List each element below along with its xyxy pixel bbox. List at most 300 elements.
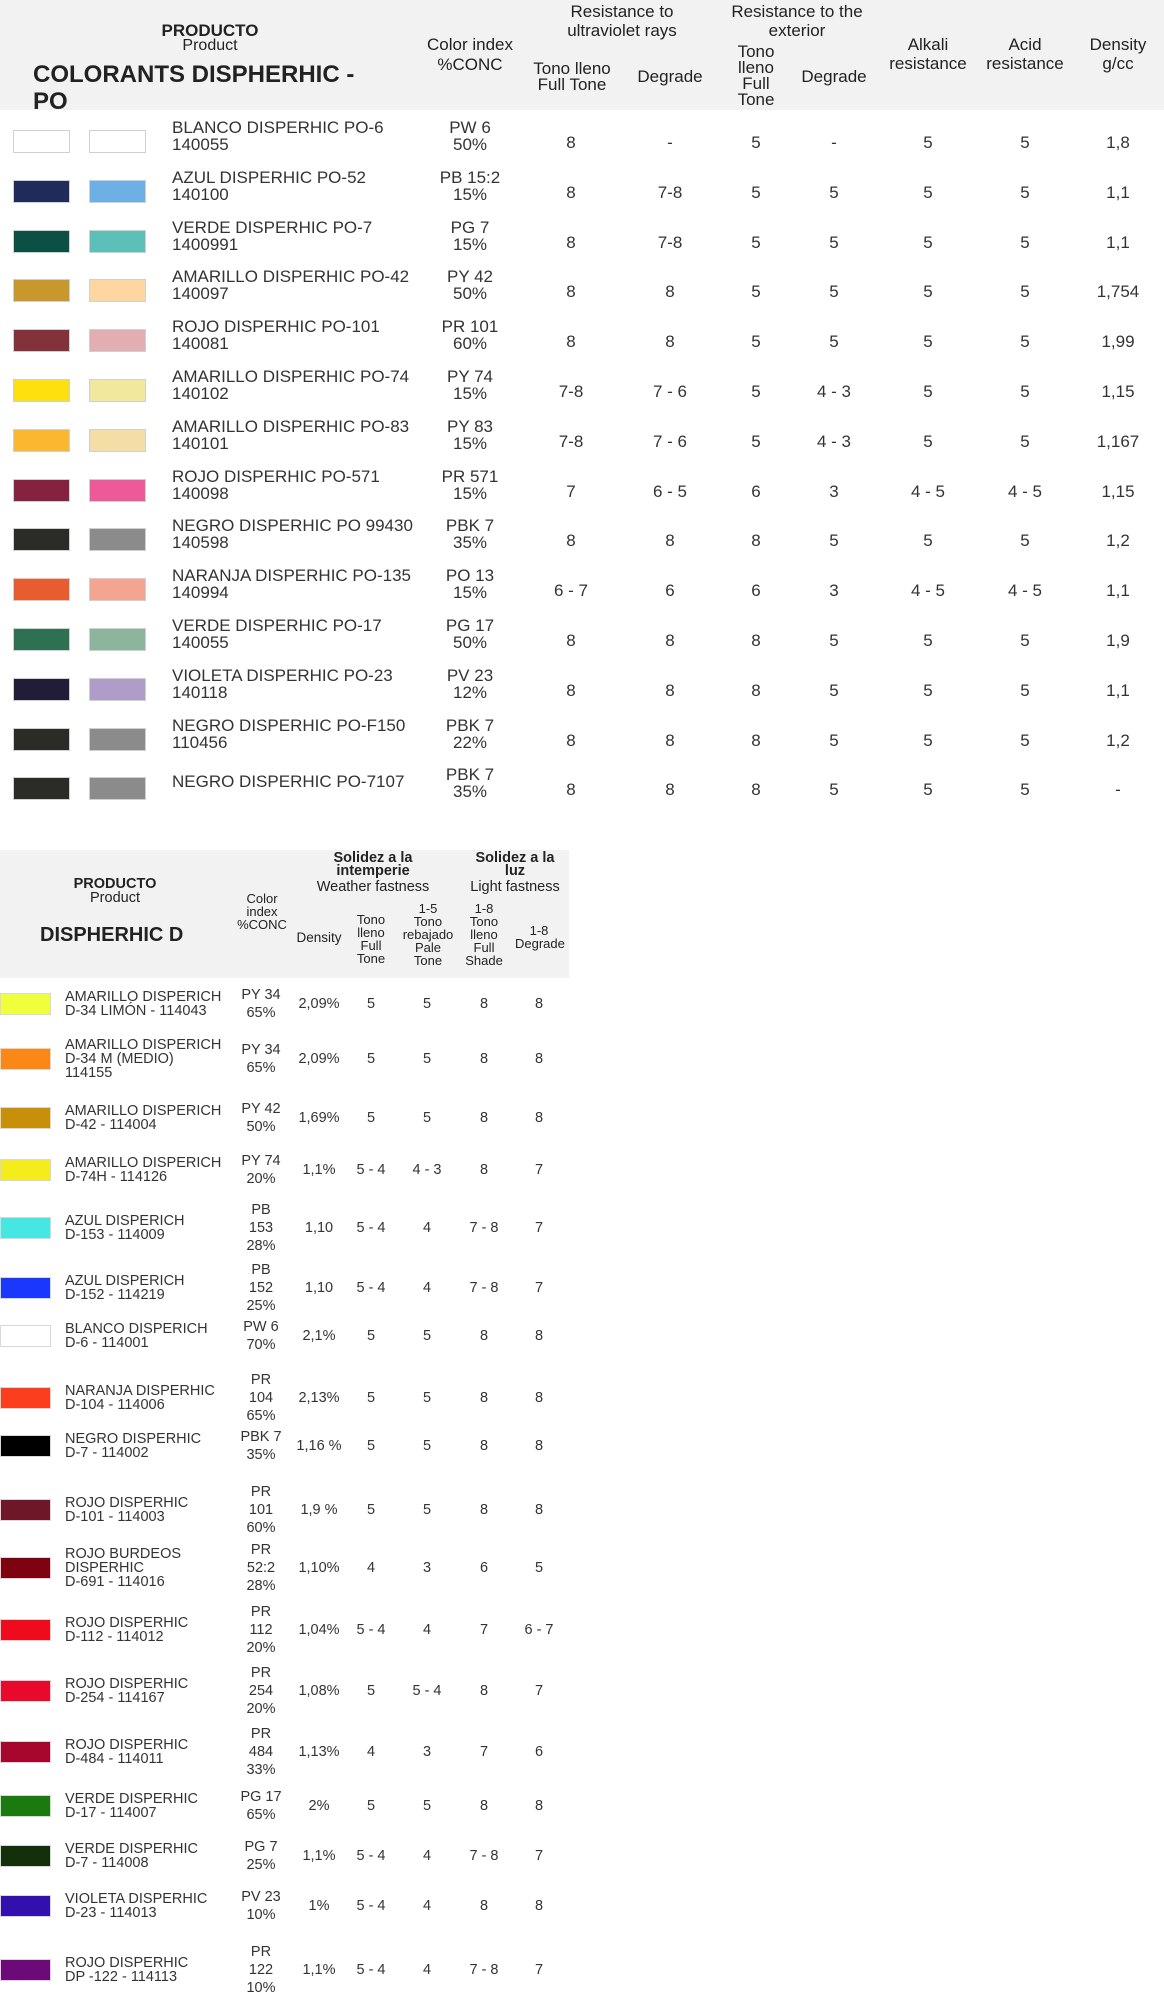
color-index-line: 70% [246, 1337, 276, 1353]
weather-full-tone-value: 5 - 4 [356, 1280, 386, 1296]
index-label: index [246, 904, 278, 919]
product-name-text: NEGRO DISPERHIC PO-7107 [172, 772, 405, 792]
density-label: Density g/cc [1089, 35, 1147, 74]
color-index [234, 1725, 288, 1779]
light-full-shade-value: 8 [479, 1502, 489, 1518]
color-index [234, 1664, 288, 1718]
full-tone-swatch [13, 678, 70, 701]
ext-degrade-value: - [831, 133, 837, 152]
color-index-line: PR [250, 1372, 272, 1388]
product-name-text: AMARILLO DISPERHIC PO-74 [172, 366, 410, 386]
light-degrade-value: 8 [534, 1898, 544, 1914]
density-value: 1,9 [1106, 630, 1130, 650]
acid-value: 4 - 5 [1007, 481, 1043, 501]
uv-degrade-value: 6 - 5 [652, 481, 688, 501]
table-row [0, 164, 1164, 214]
ext-group-label: Resistance to the exterior [731, 2, 863, 41]
weather-pale-tone-value: 4 [422, 1962, 432, 1978]
light-full-shade-value: 8 [479, 1162, 489, 1178]
color-index-line: 25% [246, 1298, 276, 1314]
color-index [234, 1603, 288, 1657]
product-code: 140055 [172, 135, 229, 154]
color-index-line: PG 17 [240, 1789, 282, 1805]
density-value: 2,09% [298, 1051, 340, 1067]
weather-pale-tone-value: 5 [422, 1328, 432, 1344]
product-name-line: NARANJA DISPERHIC [65, 1383, 215, 1399]
product-name [172, 567, 411, 601]
product-name-line: AZUL DISPERICH [65, 1273, 185, 1289]
product-name [65, 990, 235, 1018]
color-index-conc: 35% [452, 533, 488, 553]
color-swatch [0, 1325, 51, 1347]
density-value: 1,1% [302, 1162, 336, 1178]
product-name [65, 1322, 235, 1350]
product-name-line: D-7 - 114002 [65, 1445, 149, 1461]
weather-pale-es-label: Tono rebajado [402, 914, 454, 942]
color-index [234, 1428, 288, 1464]
weather-full-tone-value: 5 - 4 [356, 1962, 386, 1978]
table-row [0, 1152, 570, 1188]
product-name [172, 667, 393, 701]
product-code: 140101 [172, 433, 229, 453]
full-tone-swatch [13, 479, 70, 502]
color-swatch [0, 1107, 51, 1129]
table-row [0, 1943, 570, 1997]
weather-es-label: Solidez a la intemperie [333, 850, 413, 879]
color-index-code: PW 6 [449, 118, 491, 137]
uv-degrade-value: 7-8 [657, 182, 683, 202]
color-index-code: PY 83 [446, 416, 493, 436]
tint-swatch [89, 777, 146, 800]
color-index [234, 986, 288, 1022]
uv-degrade-value: 7 - 6 [652, 381, 688, 401]
uv-full-tone-value: 7-8 [558, 381, 584, 401]
product-code: 140100 [172, 184, 229, 204]
table-row [0, 662, 1164, 712]
acid-value: 5 [1020, 780, 1030, 800]
color-swatch [0, 1435, 51, 1457]
color-index-line: 52:2 [246, 1560, 276, 1576]
weather-full-tone-value: 4 [366, 1744, 376, 1760]
color-index-line: PW 6 [243, 1319, 279, 1335]
acid-value: 5 [1020, 680, 1030, 700]
ext-degrade-value: 5 [829, 182, 839, 202]
color-index-line: PR [250, 1604, 272, 1620]
product-name [65, 1214, 235, 1242]
density-value: 1,16 % [296, 1438, 342, 1454]
weather-full-tone-value: 5 - 4 [356, 1848, 386, 1864]
light-full-shade-value: 8 [479, 1390, 489, 1406]
table-row [0, 1483, 570, 1537]
table-row [0, 413, 1164, 463]
color-index [234, 1541, 288, 1595]
ext-degrade-value: 5 [829, 232, 839, 252]
uv-full-tone-value: 8 [566, 133, 576, 152]
color-index-line: PY 34 [241, 987, 281, 1003]
weather-full-es-label: Tono lleno [356, 912, 386, 940]
conc-label: %CONC [437, 55, 503, 74]
ext-degrade-label: Degrade [801, 67, 867, 86]
weather-pale-tone-value: 5 [422, 1502, 432, 1518]
light-degrade-value: 7 [534, 1280, 544, 1296]
product-name [172, 119, 384, 153]
table-row [0, 1371, 570, 1425]
light-degrade-value: 8 [534, 1390, 544, 1406]
weather-full-tone-value: 5 [366, 1328, 376, 1344]
product-name-text: BLANCO DISPERHIC PO-6 [172, 118, 384, 137]
color-index [428, 766, 512, 800]
product-name-text: NEGRO DISPERHIC PO 99430 [172, 516, 413, 536]
product-name-line: D-34 M (MEDIO) [65, 1051, 174, 1067]
density-value: 2,13% [298, 1390, 340, 1406]
product-name-line: 114155 [65, 1065, 113, 1081]
color-index-line: PB [251, 1262, 271, 1278]
light-full-shade-value: 8 [479, 1328, 489, 1344]
density-value: 1,9 % [300, 1502, 338, 1518]
product-name-line: ROJO DISPERHIC [65, 1495, 189, 1511]
color-swatch [0, 1159, 51, 1181]
color-swatch [0, 1619, 51, 1641]
uv-degrade-value: 8 [665, 680, 675, 700]
weather-pale-tone-value: 5 - 4 [412, 1683, 442, 1699]
density-value: 1,167 [1096, 431, 1140, 451]
color-index-line: 60% [246, 1520, 276, 1536]
product-name-line: AMARILLO DISPERICH [65, 989, 222, 1005]
ext-full-tone-value: 5 [751, 232, 761, 252]
product-name-line: D-112 - 114012 [65, 1629, 164, 1645]
color-swatch [0, 1048, 51, 1070]
uv-tono-lleno-label: Tono lleno [533, 59, 611, 78]
product-name-line: NEGRO DISPERHIC [65, 1431, 202, 1447]
acid-value: 5 [1020, 282, 1030, 302]
acid-label: Acid resistance [986, 35, 1064, 74]
density-value: 1% [308, 1898, 330, 1914]
producto-label: PRODUCTO [73, 876, 157, 892]
light-degrade-value: 7 [534, 1848, 544, 1864]
product-name-line: ROJO DISPERHIC [65, 1676, 189, 1692]
product-name-line: DISPERHIC [65, 1560, 144, 1576]
product-name-line: D-74H - 114126 [65, 1169, 168, 1185]
table-row [0, 1838, 570, 1874]
table-row [0, 1788, 570, 1824]
product-name [65, 1432, 235, 1460]
color-index [428, 567, 512, 601]
uv-degrade-value: 8 [665, 730, 675, 750]
tint-swatch [89, 578, 146, 601]
color-index-line: 28% [246, 1238, 276, 1254]
light-degrade-value: 7 [534, 1220, 544, 1236]
light-full-shade-value: 7 - 8 [469, 1280, 499, 1296]
light-en-label: Light fastness [470, 879, 560, 895]
ext-degrade-value: 5 [829, 531, 839, 551]
color-index [234, 1888, 288, 1924]
light-degrade-value: 8 [534, 1798, 544, 1814]
light-full-shade-value: 8 [479, 1898, 489, 1914]
weather-full-tone-value: 5 [366, 1798, 376, 1814]
color-swatch [0, 1217, 51, 1239]
light-full-shade-value: 8 [479, 1683, 489, 1699]
table-row [0, 1664, 570, 1718]
density-value: 1,1% [302, 1962, 336, 1978]
alkali-value: 5 [923, 232, 933, 252]
weather-full-tone-value: 5 - 4 [356, 1622, 386, 1638]
table-row [0, 463, 1164, 513]
product-name [172, 418, 409, 452]
product-name-line: AZUL DISPERICH [65, 1213, 185, 1229]
density-value: 1,10 [304, 1280, 334, 1296]
light-full-en-label: Full Shade [465, 940, 503, 968]
product-name-line: ROJO BURDEOS [65, 1546, 182, 1562]
color-swatch [0, 993, 51, 1015]
color-index [428, 119, 512, 153]
table-row [0, 363, 1164, 413]
uv-degrade-value: 8 [665, 332, 675, 352]
tint-swatch [89, 279, 146, 302]
product-name [65, 1038, 235, 1080]
color-index-line: PV 23 [241, 1889, 281, 1905]
tint-swatch [89, 130, 146, 153]
light-full-shade-value: 7 - 8 [469, 1962, 499, 1978]
color-index-code: PG 7 [450, 217, 490, 237]
density-value: 1,13% [298, 1744, 340, 1760]
color-index-conc: 22% [452, 732, 488, 752]
density-value: 1,99 [1101, 332, 1135, 352]
light-full-shade-value: 7 - 8 [469, 1220, 499, 1236]
ext-full-tone-value: 8 [751, 531, 761, 551]
product-name-line: D-484 - 114011 [65, 1751, 164, 1767]
density-value: 1,2 [1106, 531, 1130, 551]
color-swatch [0, 1557, 51, 1579]
density-value: 2% [308, 1798, 330, 1814]
color-index-conc: 15% [452, 433, 488, 453]
color-index-code: PB 15:2 [439, 167, 501, 187]
ext-degrade-value: 4 - 3 [816, 381, 852, 401]
table-row [0, 1888, 570, 1924]
uv-full-tone-value: 7 [566, 481, 576, 501]
color-index-line: PB [251, 1202, 271, 1218]
color-index-code: PO 13 [445, 566, 495, 586]
table-row [0, 761, 1164, 811]
color-index-label: Color index [427, 35, 513, 54]
color-index-line: PY 74 [241, 1153, 281, 1169]
full-tone-swatch [13, 130, 70, 153]
acid-value: 4 - 5 [1007, 581, 1043, 601]
product-code: 110456 [172, 732, 228, 752]
alkali-value: 5 [923, 282, 933, 302]
table-row [0, 986, 570, 1022]
tint-swatch [89, 180, 146, 203]
product-name [172, 318, 380, 352]
density-value: 1,754 [1096, 282, 1140, 302]
product-name-text: ROJO DISPERHIC PO-101 [172, 317, 380, 337]
density-value: 1,2 [1106, 730, 1130, 750]
acid-value: 5 [1020, 630, 1030, 650]
uv-full-tone-value: 8 [566, 680, 576, 700]
table-row [0, 1261, 570, 1315]
ext-degrade-value: 3 [829, 581, 839, 601]
product-name-line: D-691 - 114016 [65, 1574, 165, 1590]
color-index [428, 617, 512, 651]
acid-value: 5 [1020, 133, 1030, 152]
color-index-line: 65% [246, 1807, 276, 1823]
light-full-shade-value: 8 [479, 1110, 489, 1126]
product-name-text: NEGRO DISPERHIC PO-F150 [172, 715, 406, 735]
product-label: Product [182, 37, 238, 54]
color-index-line: PR [250, 1542, 272, 1558]
light-degrade-value: 8 [534, 1502, 544, 1518]
color-index-conc: 50% [452, 284, 488, 304]
color-index-line: PY 34 [241, 1042, 281, 1058]
product-code: 140598 [172, 533, 229, 553]
product-name [65, 1616, 235, 1644]
acid-value: 5 [1020, 182, 1030, 202]
color-index [234, 1261, 288, 1315]
color-index-line: 20% [246, 1171, 276, 1187]
product-name-line: ROJO DISPERHIC [65, 1737, 189, 1753]
table-row [0, 313, 1164, 363]
color-swatch [0, 1680, 51, 1702]
uv-full-tone-value: 8 [566, 182, 576, 202]
color-index-line: PR [250, 1484, 272, 1500]
color-index-line: 152 [248, 1280, 274, 1296]
alkali-value: 4 - 5 [910, 581, 946, 601]
color-swatch [0, 1845, 51, 1867]
product-name-line: AMARILLO DISPERICH [65, 1037, 222, 1053]
product-name-text: VERDE DISPERHIC PO-7 [172, 217, 373, 237]
alkali-value: 5 [923, 182, 933, 202]
color-index-line: 28% [246, 1578, 276, 1594]
uv-degrade-value: - [667, 133, 673, 152]
product-name-text: VERDE DISPERHIC PO-17 [172, 615, 382, 635]
density-value: 1,08% [298, 1683, 340, 1699]
full-tone-swatch [13, 528, 70, 551]
alkali-value: 5 [923, 780, 933, 800]
alkali-value: 5 [923, 381, 933, 401]
color-index-line: 10% [246, 1907, 276, 1923]
product-name [172, 517, 413, 551]
full-tone-swatch [13, 429, 70, 452]
product-code: 140097 [172, 284, 229, 304]
table-row [0, 1318, 570, 1354]
product-code: 140118 [172, 682, 228, 702]
ext-full-tone-value: 5 [751, 182, 761, 202]
table-row [0, 612, 1164, 662]
color-index-line: 65% [246, 1005, 276, 1021]
product-name [65, 1496, 235, 1524]
product-name [172, 169, 366, 203]
weather-pale-tone-value: 4 [422, 1898, 432, 1914]
density-value: 2,09% [298, 996, 340, 1012]
alkali-value: 5 [923, 680, 933, 700]
color-index [428, 318, 512, 352]
light-degrade-value: 8 [534, 996, 544, 1012]
acid-value: 5 [1020, 531, 1030, 551]
weather-full-tone-value: 5 [366, 1502, 376, 1518]
density-value: 1,10% [298, 1560, 340, 1576]
uv-degrade-value: 8 [665, 630, 675, 650]
color-index [234, 1201, 288, 1255]
color-index-line: 20% [246, 1640, 276, 1656]
table-row [0, 512, 1164, 562]
tint-swatch [89, 479, 146, 502]
weather-pale-tone-value: 3 [422, 1744, 432, 1760]
table2-header [0, 850, 569, 978]
light-degrade-value: 6 - 7 [524, 1622, 554, 1638]
color-label: Color [246, 891, 278, 906]
product-name [172, 219, 372, 253]
product-name-line: D-101 - 114003 [65, 1509, 165, 1525]
color-swatch [0, 1795, 51, 1817]
uv-full-tone-value: 8 [566, 332, 576, 352]
color-index-line: 50% [246, 1119, 276, 1135]
color-index-line: 35% [246, 1447, 276, 1463]
ext-full-tone-value: 8 [751, 730, 761, 750]
uv-degrade-value: 6 [665, 581, 675, 601]
product-name-text: AMARILLO DISPERHIC PO-83 [172, 416, 410, 436]
product-code: 140098 [172, 483, 229, 503]
light-full-shade-value: 6 [479, 1560, 489, 1576]
light-degrade-value: 7 [534, 1962, 544, 1978]
color-index [428, 368, 512, 402]
product-name-text: NARANJA DISPERHIC PO-135 [172, 566, 412, 586]
color-index-line: PY 42 [241, 1101, 281, 1117]
uv-group-label: Resistance to ultraviolet rays [567, 2, 677, 41]
product-name-line: DP -122 - 114113 [65, 1969, 178, 1985]
product-name-line: D-17 - 114007 [65, 1805, 157, 1821]
color-swatch [0, 1387, 51, 1409]
table-row [0, 214, 1164, 264]
ext-tono-lleno-label: Tono lleno [737, 42, 775, 77]
product-name-line: D-152 - 114219 [65, 1287, 165, 1303]
product-name [172, 468, 380, 502]
color-swatch [0, 1277, 51, 1299]
ext-full-tone-value: 8 [751, 780, 761, 800]
alkali-value: 5 [923, 332, 933, 352]
weather-pale-tone-value: 5 [422, 1390, 432, 1406]
color-index-line: PR [250, 1726, 272, 1742]
product-name-line: VERDE DISPERHIC [65, 1841, 198, 1857]
producto-label: PRODUCTO [161, 21, 259, 40]
uv-full-tone-value: 8 [566, 630, 576, 650]
color-index-conc: 12% [452, 682, 488, 702]
color-index-code: PBK 7 [445, 516, 495, 536]
uv-full-tone-value: 8 [566, 780, 576, 800]
tint-swatch [89, 379, 146, 402]
color-index-line: PG 7 [244, 1839, 278, 1855]
color-index [428, 418, 512, 452]
table-row [0, 263, 1164, 313]
tint-swatch [89, 628, 146, 651]
tint-swatch [89, 230, 146, 253]
table-row [0, 562, 1164, 612]
color-index-line: 65% [246, 1408, 276, 1424]
acid-value: 5 [1020, 730, 1030, 750]
product-name [172, 773, 404, 790]
product-name [172, 617, 382, 651]
weather-full-tone-value: 5 [366, 1683, 376, 1699]
color-index-line: 20% [246, 1701, 276, 1717]
weather-pale-range-label: 1-5 [418, 901, 438, 916]
density-value: 1,69% [298, 1110, 340, 1126]
weather-full-tone-value: 5 [366, 1051, 376, 1067]
density-value: 1,1 [1106, 581, 1130, 601]
tint-swatch [89, 329, 146, 352]
table2-title: DISPHERHIC D [40, 924, 184, 946]
light-full-shade-value: 8 [479, 1051, 489, 1067]
color-index-code: PV 23 [446, 665, 494, 685]
ext-full-tone-value: 5 [751, 431, 761, 451]
weather-full-tone-value: 5 - 4 [356, 1898, 386, 1914]
